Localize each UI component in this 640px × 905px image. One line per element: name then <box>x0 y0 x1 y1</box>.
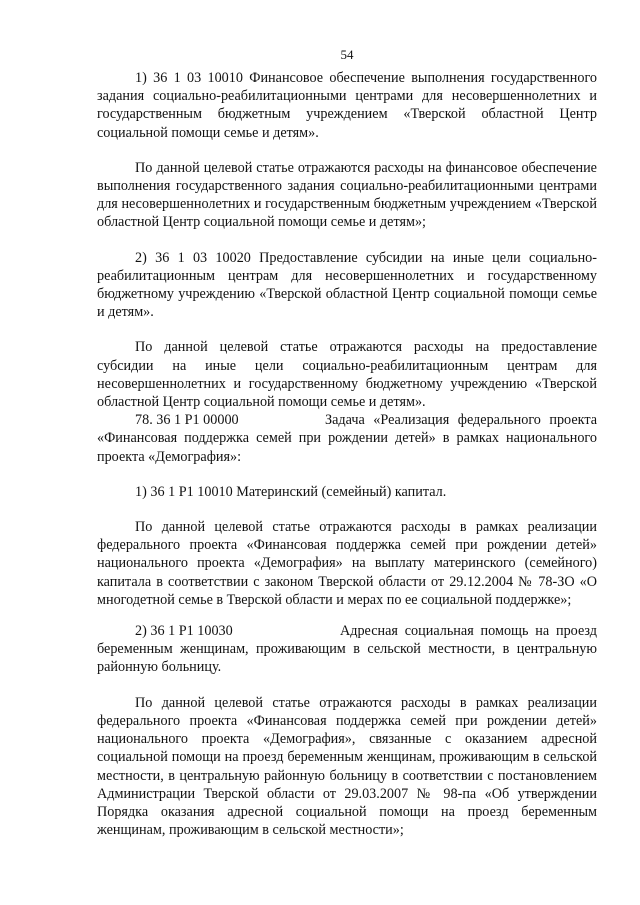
task-heading <box>97 411 597 466</box>
task-code: 78. 36 1 P1 00000 <box>135 412 239 429</box>
paragraph-3: 2) 36 1 03 10020 Предоставление субсидии на иные цели социально-реабилитационным центрам для несовершеннолетних и государственному бюджетному учреждению «Тверской областной Центр социальной помощи семье и детям». <box>97 249 597 321</box>
paragraph-7: По данной целевой статье отражаются расходы в рамках реализации федерального проекта «Финансовая поддержка семей при рождении детей» национального проекта «Демография», связанные с оказанием адресной социальной помощи на проезд беременным женщинам, проживающим в сельской местности, в центральную районную больницу в соответствии с постановлением Администрации Тверской области от 29.03.2007 № 98-па «Об утверждении Порядка оказания адресной социальной помощи на проезд беременным женщинам, проживающим в сельской местности»; <box>97 694 597 839</box>
paragraph-4: По данной целевой статье отражаются расходы на предоставление субсидии на иные цели социально-реабилитационным центрам для несовершеннолетних и государственному бюджетному учреждению «Тверской областной Центр социальной помощи семье и детям». <box>97 339 597 411</box>
paragraph-1: 1) 36 1 03 10010 Финансовое обеспечение выполнения государственного задания социально-реабилитационными центрами для несовершеннолетних и государственным бюджетным учреждением «Тверской областной Центр социальной помощи семье и детям». <box>97 70 597 141</box>
document-body <box>97 69 597 839</box>
paragraph-6: По данной целевой статье отражаются расходы в рамках реализации федерального проекта «Финансовая поддержка семей при рождении детей» национального проекта «Демография» на выплату материнского (семейного) капитала в соответствии с законом Тверской области от 29.12.2004 № 78-ЗО «О многодетной семье в Тверской области и мерах по ее социальной поддержке»; <box>97 519 597 608</box>
item-2-heading <box>97 622 597 677</box>
item-2-text: Адресная социальная помощь на проезд беременным женщинам, проживающим в сельской местности, в центральную районную больницу. <box>97 623 597 676</box>
item-2-code: 2) 36 1 P1 10030 <box>135 623 233 640</box>
task-text: Задача «Реализация федерального проекта «Финансовая поддержка семей при рождении детей» в рамках национального проекта «Демография»: <box>97 412 597 465</box>
paragraph-2: По данной целевой статье отражаются расходы на финансовое обеспечение выполнения государственного задания социально-реабилитационными центрами для несовершеннолетних и государственным бюджетным учреждением «Тверской областной Центр социальной помощи семье и детям»; <box>97 159 597 231</box>
document-page <box>97 0 597 905</box>
page-number: 54 <box>340 47 354 62</box>
paragraph-5: 1) 36 1 P1 10010 Материнский (семейный) капитал. <box>135 483 447 500</box>
